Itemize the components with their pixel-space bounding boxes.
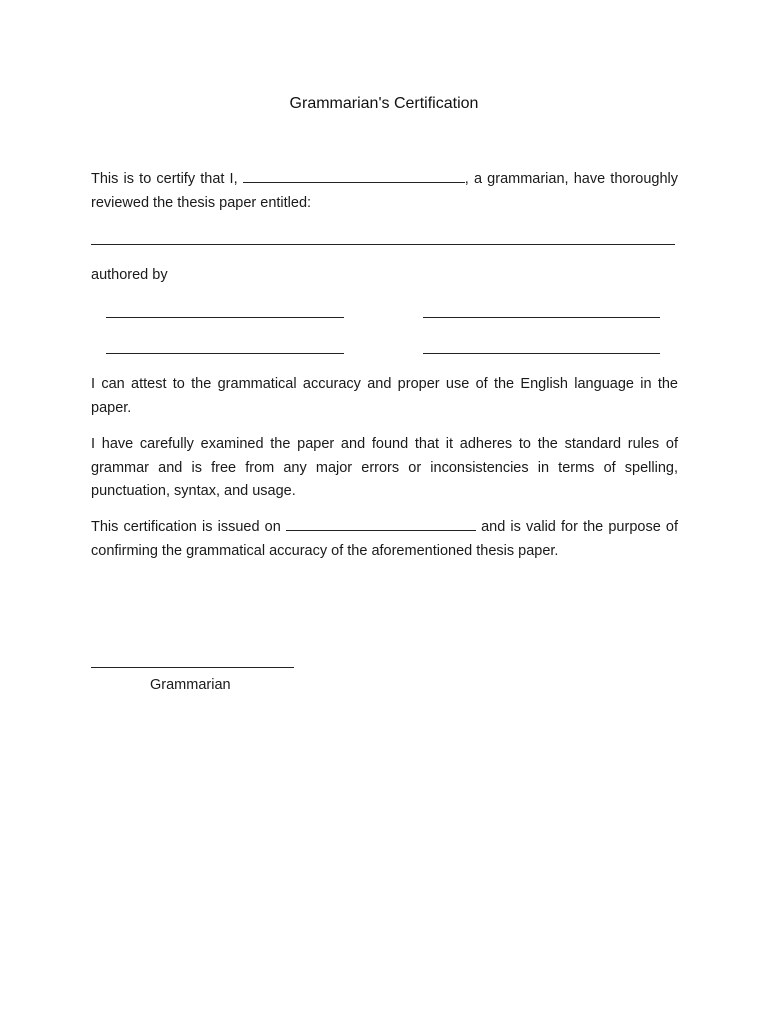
author-2-blank[interactable] bbox=[423, 317, 660, 318]
intro-text-end: , a grammarian, have thoroughly reviewed the thesis paper entitled: bbox=[91, 171, 679, 211]
author-1-blank[interactable] bbox=[106, 317, 344, 318]
authored-by-label: authored by bbox=[91, 267, 168, 283]
author-4-blank[interactable] bbox=[423, 353, 660, 354]
issued-text-start: This certification is issued on bbox=[91, 519, 281, 535]
author-3-blank[interactable] bbox=[106, 353, 344, 354]
issued-text-end: and is valid for the purpose of confirming the grammatical accuracy of the aforementioned thesis paper. bbox=[91, 519, 678, 559]
examined-paragraph: I have carefully examined the paper and found that it adheres to the standard rules of grammar and is free from any major errors or inconsistencies in terms of spelling, punctuation, syntax, and usage. bbox=[91, 436, 678, 499]
issue-date-blank[interactable] bbox=[286, 516, 476, 531]
document-title: Grammarian's Certification bbox=[289, 95, 479, 112]
issued-paragraph bbox=[91, 516, 678, 563]
intro-text-start: This is to certify that I, bbox=[91, 171, 238, 187]
intro-paragraph bbox=[91, 168, 678, 215]
signature-line[interactable] bbox=[91, 667, 294, 668]
thesis-title-blank[interactable] bbox=[91, 244, 675, 245]
grammarian-name-blank[interactable] bbox=[243, 168, 465, 183]
signature-label: Grammarian bbox=[150, 677, 231, 693]
attest-paragraph: I can attest to the grammatical accuracy and proper use of the English language in the paper. bbox=[91, 376, 678, 416]
